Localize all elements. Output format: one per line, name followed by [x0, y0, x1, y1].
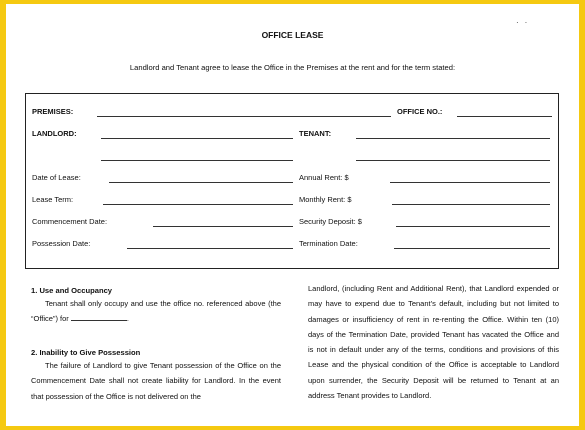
security-deposit-label: Security Deposit: $: [299, 217, 362, 226]
section-1-period: .: [126, 314, 129, 324]
document-title: OFFICE LEASE: [261, 30, 324, 40]
section-2-body: The failure of Landlord to give Tenant possession of the Office on the Commencement Date shall not create liability for Landlord. In the event that possession of the Office is not delivered on the: [31, 361, 281, 401]
office-no-field[interactable]: [457, 116, 552, 117]
landlord-field[interactable]: [101, 138, 293, 139]
landlord-field-2[interactable]: [101, 160, 293, 161]
premises-label: PREMISES:: [32, 107, 74, 116]
section-1-body: Tenant shall only occupy and use the office no. referenced above (the “Office”) for: [31, 299, 281, 324]
corner-mark: ··: [516, 18, 534, 27]
commencement-date-field[interactable]: [153, 226, 293, 227]
lease-term-field[interactable]: [103, 204, 293, 205]
landlord-label: LANDLORD:: [32, 129, 77, 138]
section-1-text: [31, 296, 281, 327]
tenant-field-2[interactable]: [356, 160, 550, 161]
termination-date-label: Termination Date:: [299, 239, 358, 248]
monthly-rent-field[interactable]: [392, 204, 550, 205]
annual-rent-field[interactable]: [390, 182, 550, 183]
termination-date-field[interactable]: [394, 248, 550, 249]
section-2-heading: 2. Inability to Give Possession: [31, 348, 141, 357]
possession-date-label: Possession Date:: [32, 239, 91, 248]
premises-field[interactable]: [97, 116, 391, 117]
security-deposit-field[interactable]: [396, 226, 550, 227]
intro-text: Landlord and Tenant agree to lease the Office in the Premises at the rent and for the term stated:: [129, 63, 456, 72]
lease-details-box: [25, 93, 559, 269]
section-2-text: [31, 358, 281, 404]
date-of-lease-field[interactable]: [109, 182, 293, 183]
possession-date-field[interactable]: [127, 248, 293, 249]
document-page: [6, 4, 579, 426]
lease-term-label: Lease Term:: [32, 195, 74, 204]
annual-rent-label: Annual Rent: $: [299, 173, 349, 182]
office-no-label: OFFICE NO.:: [397, 107, 443, 116]
section-1-heading: 1. Use and Occupancy: [31, 286, 113, 295]
commencement-date-label: Commencement Date:: [32, 217, 108, 226]
use-purpose-field[interactable]: [71, 314, 129, 324]
monthly-rent-label: Monthly Rent: $: [299, 195, 352, 204]
tenant-label: TENANT:: [299, 129, 332, 138]
right-column-text: Landlord, (including Rent and Additional Rent), that Landlord expended or may have to expend due to Tenant’s default, including but not limited to damages or insufficiency of rent in re-renting the Office. Within ten (10) days of the Termination Date, provided Tenant has vacated the Office and is not in default under any of the terms, conditions and provisions of this Lease and the physical condition of the Office is acceptable to Landlord upon surrender, the Security Deposit will be returned to Tenant at an address Tenant provides to Landlord.: [308, 284, 559, 401]
tenant-field[interactable]: [356, 138, 550, 139]
date-of-lease-label: Date of Lease:: [32, 173, 81, 182]
